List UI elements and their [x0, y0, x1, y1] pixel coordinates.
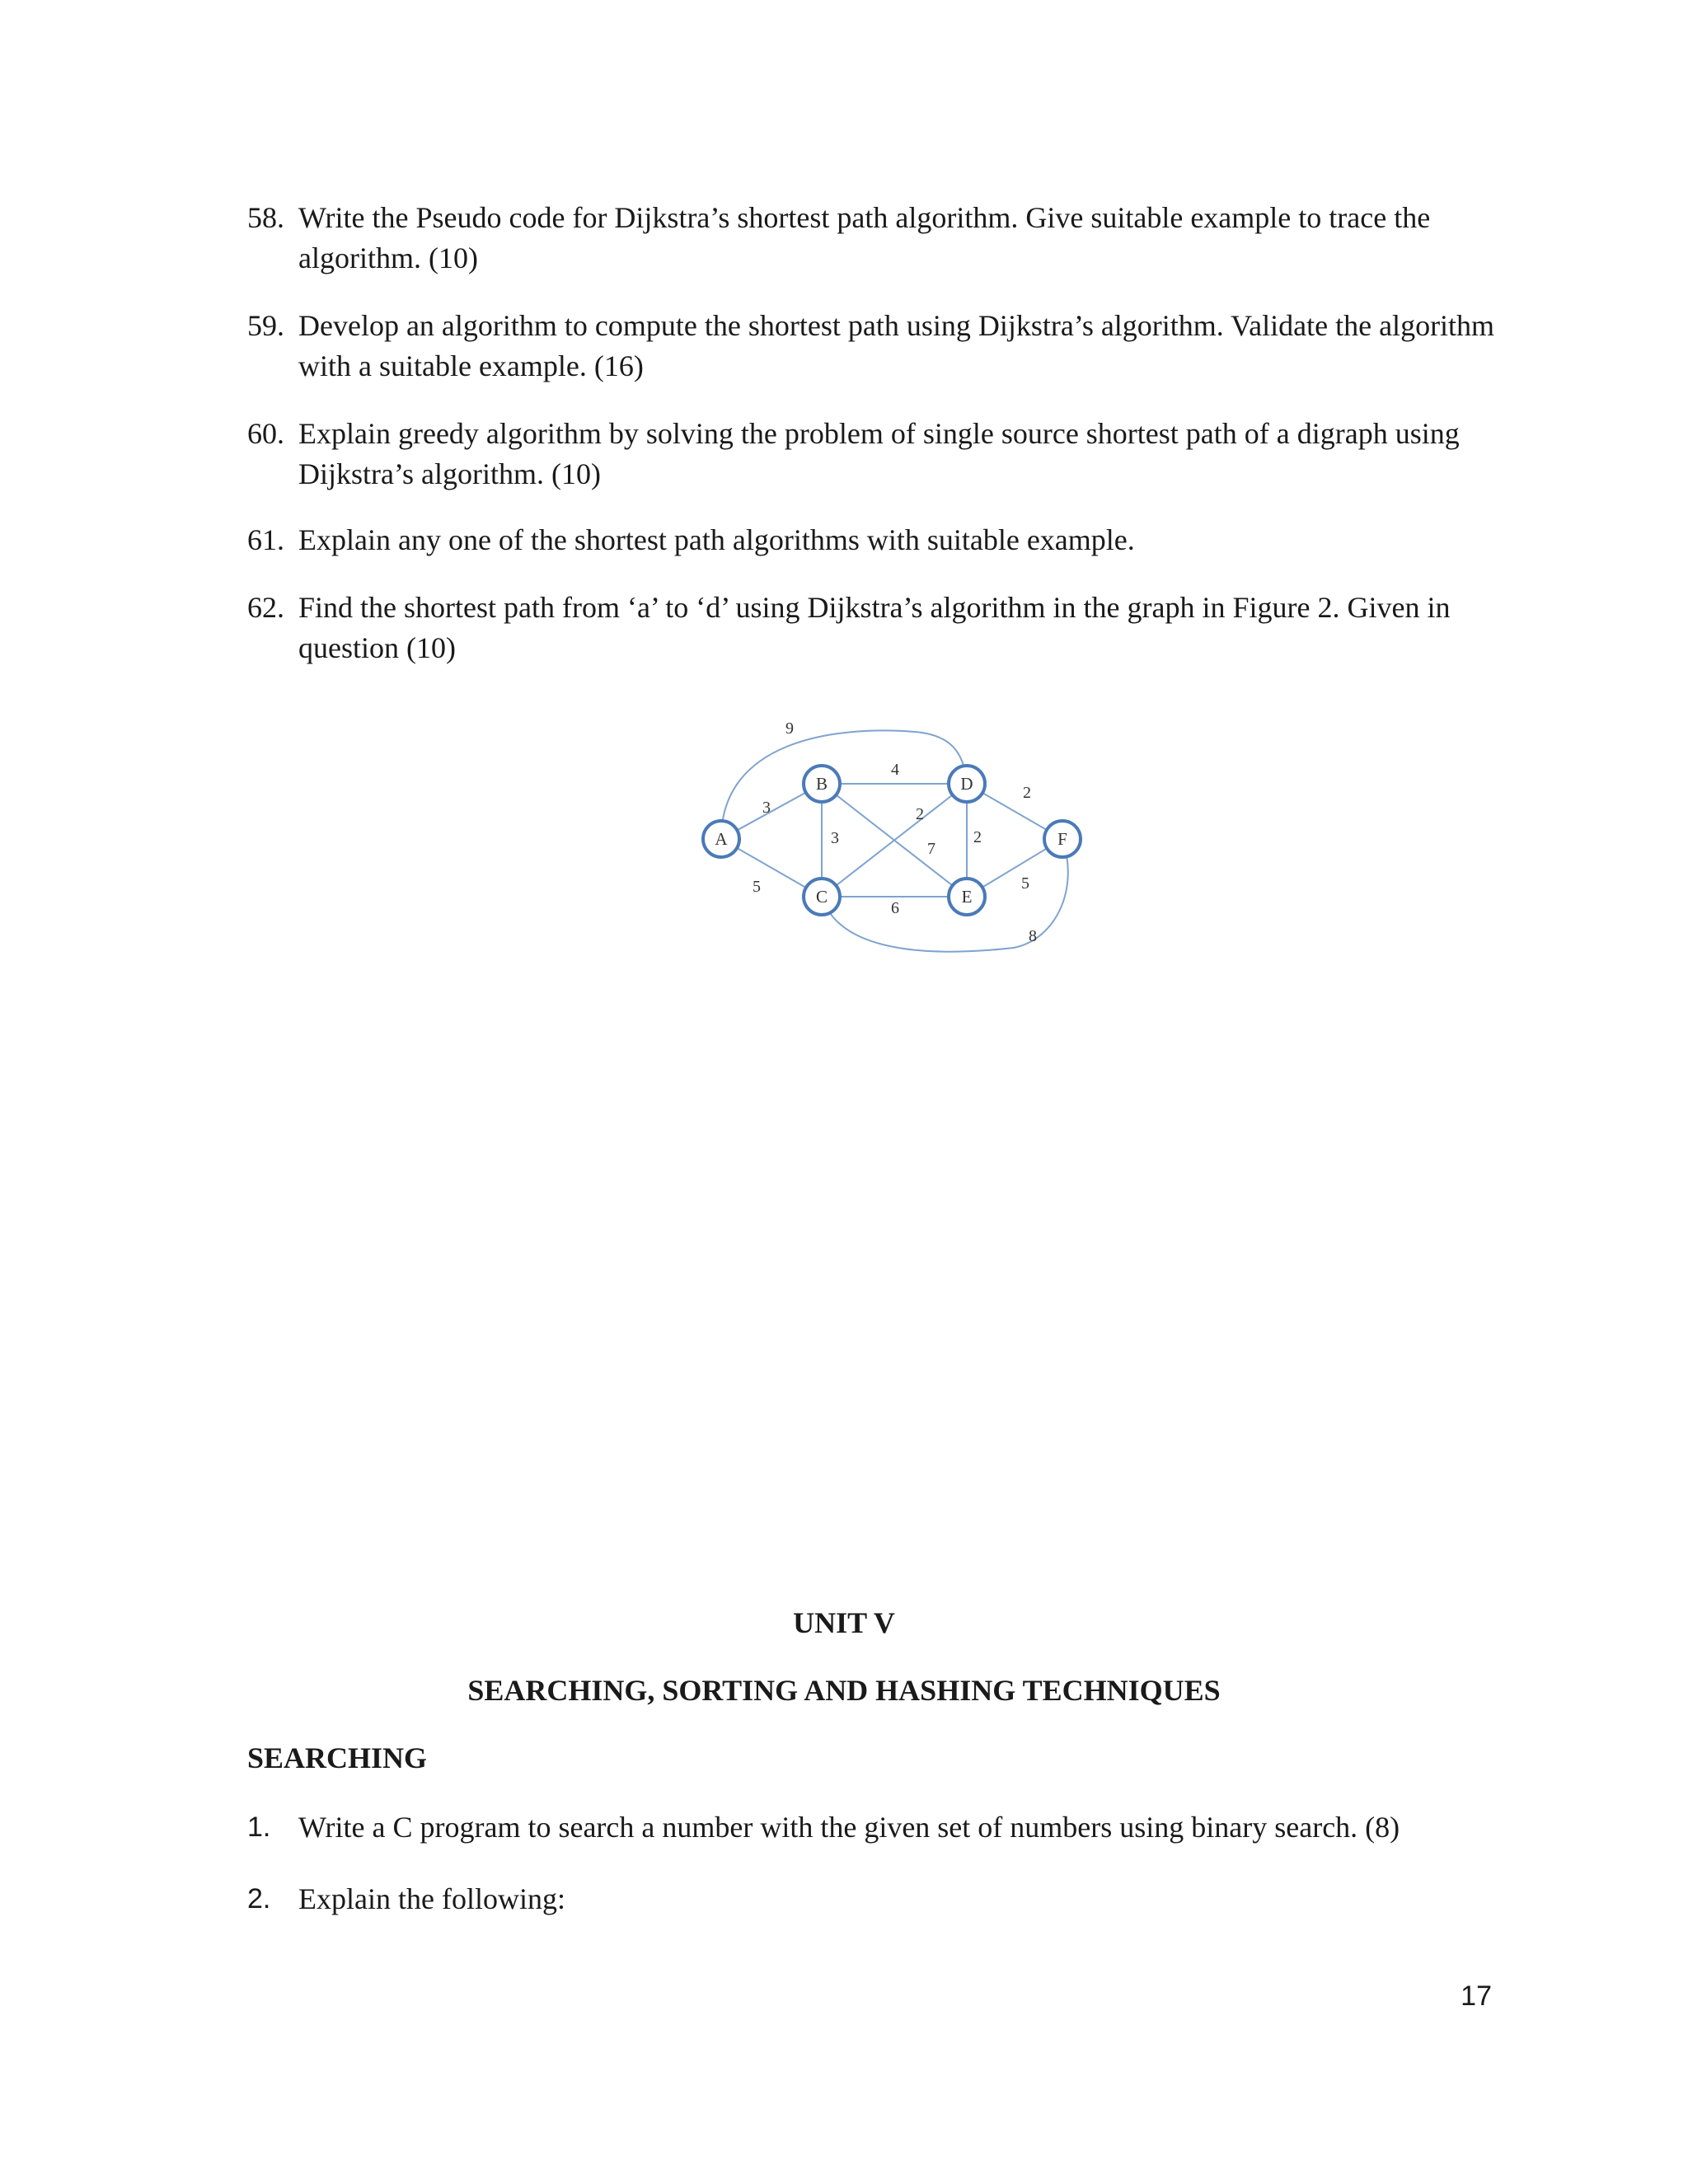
graph-node-e [949, 879, 985, 915]
question-text: Write the Pseudo code for Dijkstra’s shortest path algorithm. Give suitable example to trace the algorithm. (10) [298, 201, 1431, 274]
item-number: 1. [247, 1811, 271, 1843]
question-number: 61. [247, 523, 284, 556]
edge-weight-label: 7 [927, 840, 935, 858]
searching-item-1 [247, 1807, 1500, 1848]
edge-weight-label: 9 [785, 719, 794, 738]
question-58 [247, 198, 1500, 279]
item-text: Explain the following: [298, 1882, 565, 1915]
edge-weight-label: 2 [973, 828, 982, 846]
graph-edge-a-d [721, 730, 967, 839]
question-59 [247, 306, 1500, 387]
unit-title: UNIT V [793, 1606, 895, 1639]
question-61 [247, 520, 1500, 560]
question-number: 60. [247, 417, 284, 450]
graph-node-a [703, 821, 739, 857]
edge-weight-label: 4 [891, 761, 899, 779]
edge-weight-label: 2 [916, 805, 924, 823]
edge-weight-label: 3 [831, 829, 839, 847]
question-number: 59. [247, 309, 284, 342]
page-number: 17 [1461, 1980, 1492, 2012]
question-text: Explain greedy algorithm by solving the problem of single source shortest path of a digraph using Dijkstra’s algorithm. (10) [298, 417, 1460, 490]
node-label: D [960, 774, 973, 794]
section-title: SEARCHING [247, 1741, 428, 1774]
question-number: 58. [247, 201, 284, 234]
node-label: E [961, 887, 973, 907]
node-label: B [815, 774, 828, 794]
searching-item-2 [247, 1879, 1500, 1919]
item-number: 2. [247, 1883, 271, 1915]
node-label: C [815, 887, 828, 907]
question-number: 62. [247, 591, 284, 624]
node-label: A [715, 829, 728, 849]
unit-subtitle: SEARCHING, SORTING AND HASHING TECHNIQUES [467, 1674, 1221, 1707]
graph-node-b [804, 766, 840, 802]
edge-weight-label: 6 [891, 899, 899, 917]
question-text: Develop an algorithm to compute the shortest path using Dijkstra’s algorithm. Validate the algorithm with a suitable example. (16) [298, 309, 1495, 382]
edge-weight-label: 2 [1023, 784, 1031, 802]
node-label: F [1057, 829, 1067, 849]
item-text: Write a C program to search a number with the given set of numbers using binary search. (8) [298, 1811, 1400, 1844]
question-text: Explain any one of the shortest path algorithms with suitable example. [298, 523, 1135, 556]
edge-weight-label: 5 [753, 878, 761, 896]
question-62 [247, 588, 1500, 668]
edge-weight-label: 5 [1021, 874, 1029, 893]
graph-node-c [804, 879, 840, 915]
edge-weight-label: 3 [762, 799, 771, 817]
edge-weight-label: 8 [1029, 927, 1037, 945]
graph-figure [676, 709, 1121, 972]
graph-node-f [1044, 821, 1081, 857]
question-60 [247, 414, 1500, 494]
graph-node-d [949, 766, 985, 802]
question-text: Find the shortest path from ‘a’ to ‘d’ using Dijkstra’s algorithm in the graph in Figure 2. Given in question (10) [298, 591, 1451, 664]
